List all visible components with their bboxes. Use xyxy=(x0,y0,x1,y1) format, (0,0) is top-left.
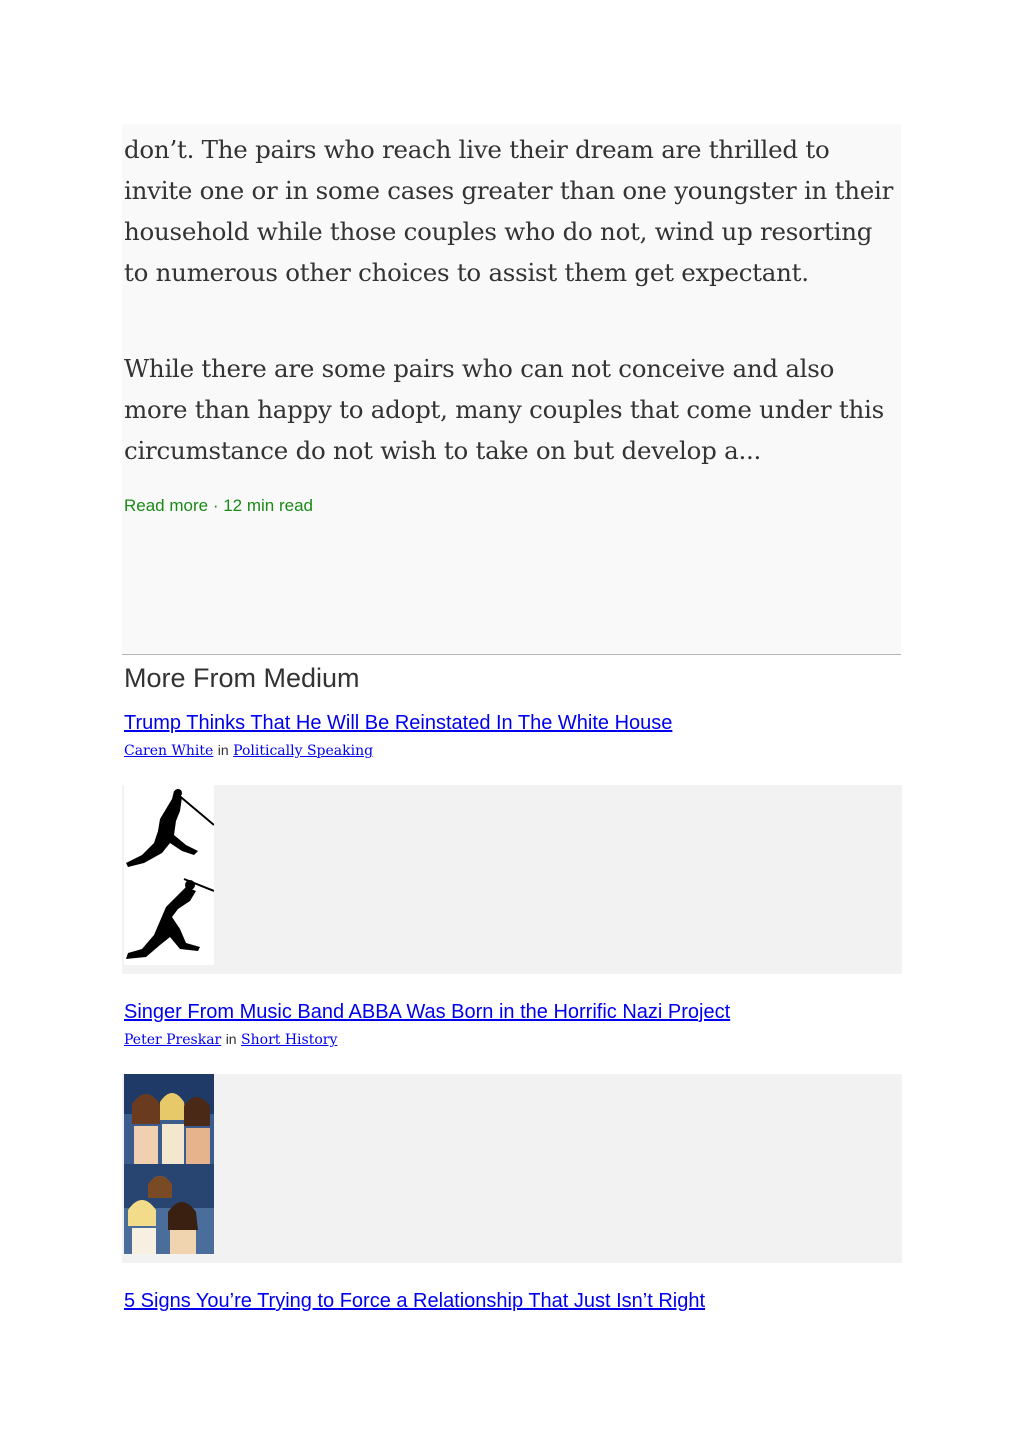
story-byline xyxy=(124,1031,337,1048)
ninja-silhouette-icon xyxy=(124,875,214,965)
more-from-medium-heading: More From Medium xyxy=(124,663,360,693)
ninja-silhouette-icon xyxy=(124,785,214,875)
story-image-frame[interactable] xyxy=(122,1074,902,1263)
story-image-frame[interactable] xyxy=(122,785,902,974)
publication-link[interactable]: Short History xyxy=(241,1032,338,1048)
article-excerpt xyxy=(122,124,901,655)
author-link[interactable]: Caren White xyxy=(124,743,214,759)
abba-group-photo xyxy=(124,1074,214,1164)
author-link[interactable]: Peter Preskar xyxy=(124,1032,222,1048)
article-paragraph: While there are some pairs who can not conceive and also more than happy to adopt, many couples that come under this circumstance do not wish to take on but develop a... xyxy=(124,354,884,465)
story-title-link[interactable]: Singer From Music Band ABBA Was Born in the Horrific Nazi Project xyxy=(124,1001,731,1023)
byline-connector: in xyxy=(217,742,229,758)
story-title-link[interactable]: 5 Signs You’re Trying to Force a Relationship That Just Isn’t Right xyxy=(124,1290,706,1312)
story-title-link[interactable]: Trump Thinks That He Will Be Reinstated In The White House xyxy=(124,712,673,734)
byline-connector: in xyxy=(225,1031,237,1047)
story-byline xyxy=(124,742,373,759)
read-more-link[interactable]: Read more · 12 min read xyxy=(124,496,313,515)
abba-group-photo xyxy=(124,1164,214,1254)
article-paragraph: don’t. The pairs who reach live their dream are thrilled to invite one or in some cases greater than one youngster in their household while those couples who do not, wind up resorting to numerous other choices to assist them get expectant. xyxy=(124,135,894,287)
publication-link[interactable]: Politically Speaking xyxy=(233,743,374,759)
